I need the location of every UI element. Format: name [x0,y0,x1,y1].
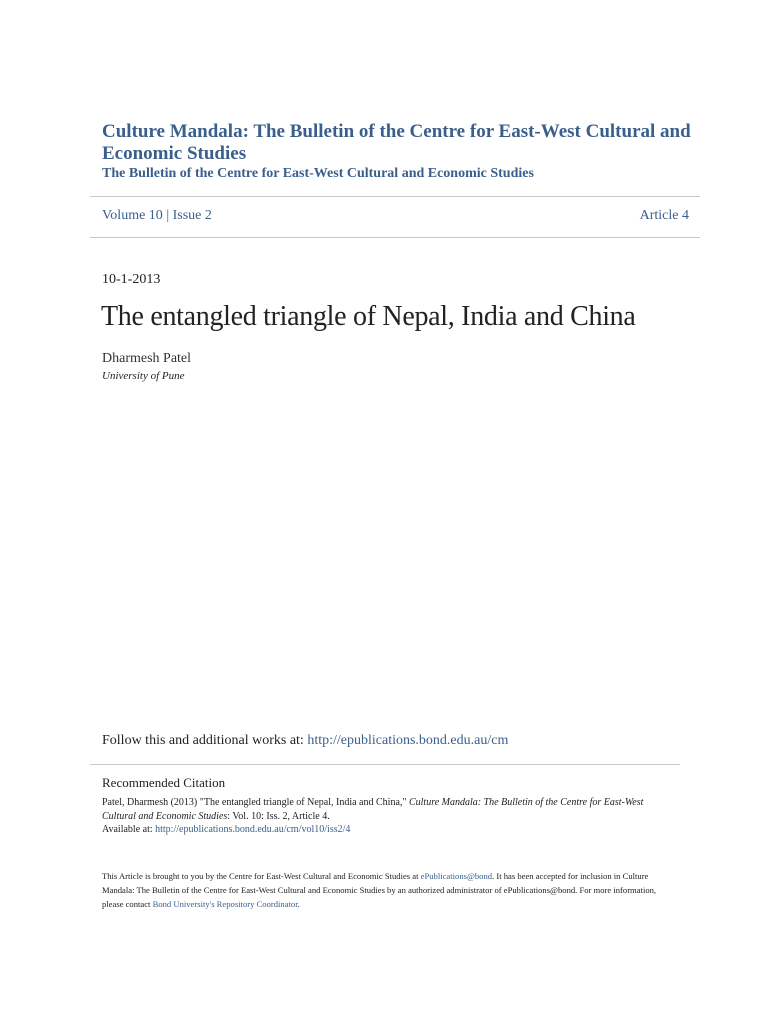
article-title: The entangled triangle of Nepal, India and China [101,301,636,332]
citation-prefix: Patel, Dharmesh (2013) "The entangled triangle of Nepal, India and China," [102,797,409,808]
divider [90,196,700,197]
author-affiliation: University of Pune [102,370,185,382]
divider [90,764,680,765]
publication-date: 10-1-2013 [102,272,161,287]
follow-text: Follow this and additional works at: [102,733,308,748]
issue-link[interactable]: Issue 2 [172,208,212,223]
notice-text-1: This Article is brought to you by the Centre for East-West Cultural and Economic Studies at [102,871,421,881]
coordinator-link[interactable]: Bond University's Repository Coordinator [152,899,298,909]
issue-line [102,207,689,225]
citation-heading: Recommended Citation [102,775,226,790]
issue-separator: | [166,208,170,223]
notice-text-2: . It has been accepted for inclusion in Culture Mandala: The Bulletin of the Centre for East-West Cultural and Economic Studies by an authorized administrator of ePublications@bond. For more information, please contact [102,871,657,909]
journal-title[interactable]: Culture Mandala: The Bulletin of the Centre for East-West Cultural and Economic Studies [102,121,691,164]
journal-subtitle[interactable]: The Bulletin of the Centre for East-West Cultural and Economic Studies [102,166,534,181]
citation-journal: Culture Mandala: The Bulletin of the Centre for East-West Cultural and Economic Studies [102,797,644,822]
epublications-link[interactable]: ePublications@bond [420,871,493,881]
author-name: Dharmesh Patel [102,351,192,366]
notice-text-3: . [297,899,300,909]
citation-text [102,796,672,837]
divider [90,237,700,238]
repository-notice [102,869,672,911]
available-label: Available at: [102,824,156,835]
follow-line [102,732,508,750]
article-url-link[interactable]: http://epublications.bond.edu.au/cm/vol10/iss2/4 [155,824,351,835]
article-link[interactable]: Article 4 [639,208,689,223]
repository-link[interactable]: http://epublications.bond.edu.au/cm [307,733,509,748]
citation-suffix: : Vol. 10: Iss. 2, Article 4. [227,810,330,822]
volume-link[interactable]: Volume 10 [102,208,163,223]
